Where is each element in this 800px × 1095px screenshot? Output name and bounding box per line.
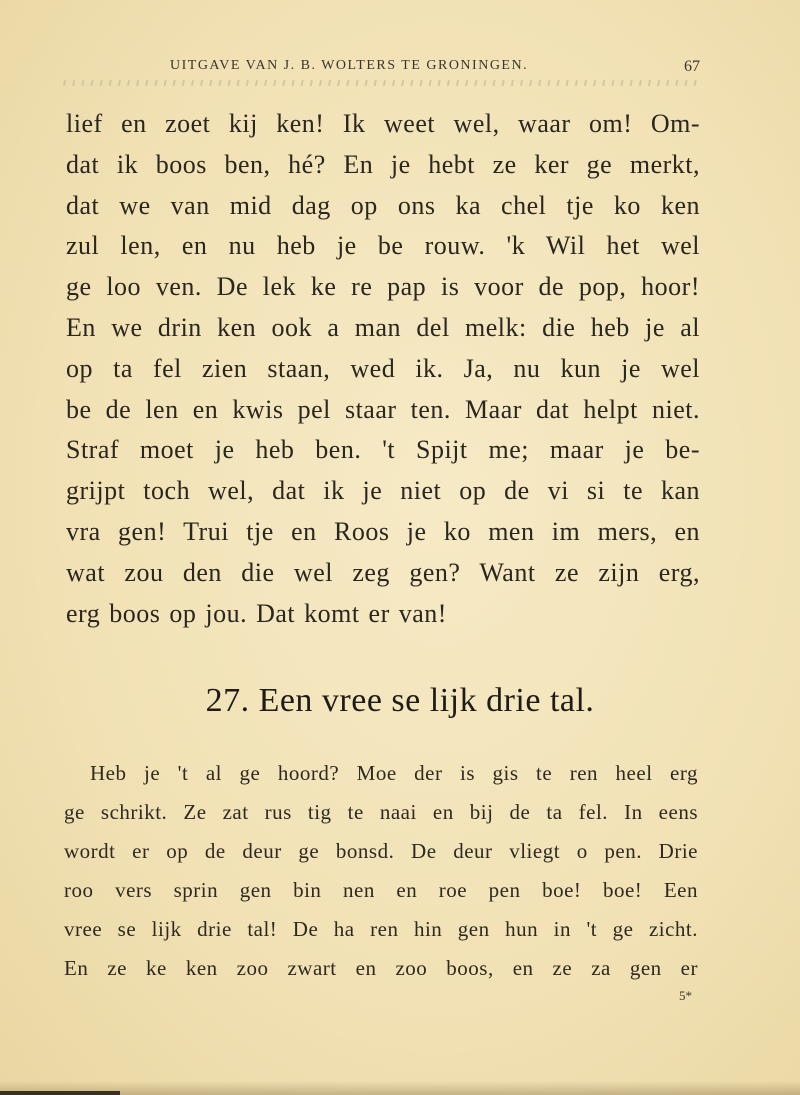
chapter-heading: 27. Een vree se lijk drie tal. (205, 682, 595, 719)
text-line: grijpt toch wel, dat ik je niet op de vi si te kan (66, 476, 700, 506)
header-rule (60, 80, 700, 86)
text-line: wordt er op de deur ge bonsd. De deur vliegt o pen. Drie (64, 839, 698, 863)
paragraph-continued (66, 104, 700, 634)
text-line: Straf moet je heb ben. 't Spijt me; maar je be- (66, 435, 700, 465)
text-line: En ze ke ken zoo zwart en zoo boos, en ze za gen er (64, 956, 698, 980)
page-number: 67 (684, 58, 700, 75)
chapter-paragraph (64, 754, 698, 988)
text-line: vree se lijk drie tal! De ha ren hin gen hun in 't ge zicht. (64, 917, 698, 941)
text-line: zul len, en nu heb je be rouw. 'k Wil het wel (66, 231, 700, 261)
text-line: dat we van mid dag op ons ka chel tje ko ken (66, 190, 700, 220)
header-title: UITGAVE VAN J. B. WOLTERS TE GRONINGEN. (170, 58, 529, 73)
text-line: ge schrikt. Ze zat rus tig te naai en bij de ta fel. In eens (64, 800, 698, 824)
text-line: En we drin ken ook a man del melk: die heb je al (66, 312, 700, 342)
text-line: op ta fel zien staan, wed ik. Ja, nu kun je wel (66, 353, 700, 383)
running-header (60, 58, 700, 80)
page-edge (0, 1091, 120, 1095)
text-line: dat ik boos ben, hé? En je hebt ze ker ge merkt, (66, 149, 700, 179)
text-line: roo vers sprin gen bin nen en roe pen boe! boe! Een (64, 878, 698, 902)
text-line: Heb je 't al ge hoord? Moe der is gis te ren heel erg (90, 761, 698, 785)
signature-mark: 5* (679, 988, 692, 1003)
text-line: erg boos op jou. Dat komt er van! (66, 598, 447, 628)
page-bottom-shadow (0, 1081, 800, 1095)
text-line: lief en zoet kij ken! Ik weet wel, waar om! Om- (66, 109, 700, 138)
text-line: wat zou den die wel zeg gen? Want ze zijn erg, (66, 557, 700, 587)
text-line: be de len en kwis pel staar ten. Maar dat helpt niet. (66, 394, 700, 424)
text-line: ge loo ven. De lek ke re pap is voor de pop, hoor! (66, 272, 700, 302)
text-line: vra gen! Trui tje en Roos je ko men im mers, en (66, 516, 700, 546)
